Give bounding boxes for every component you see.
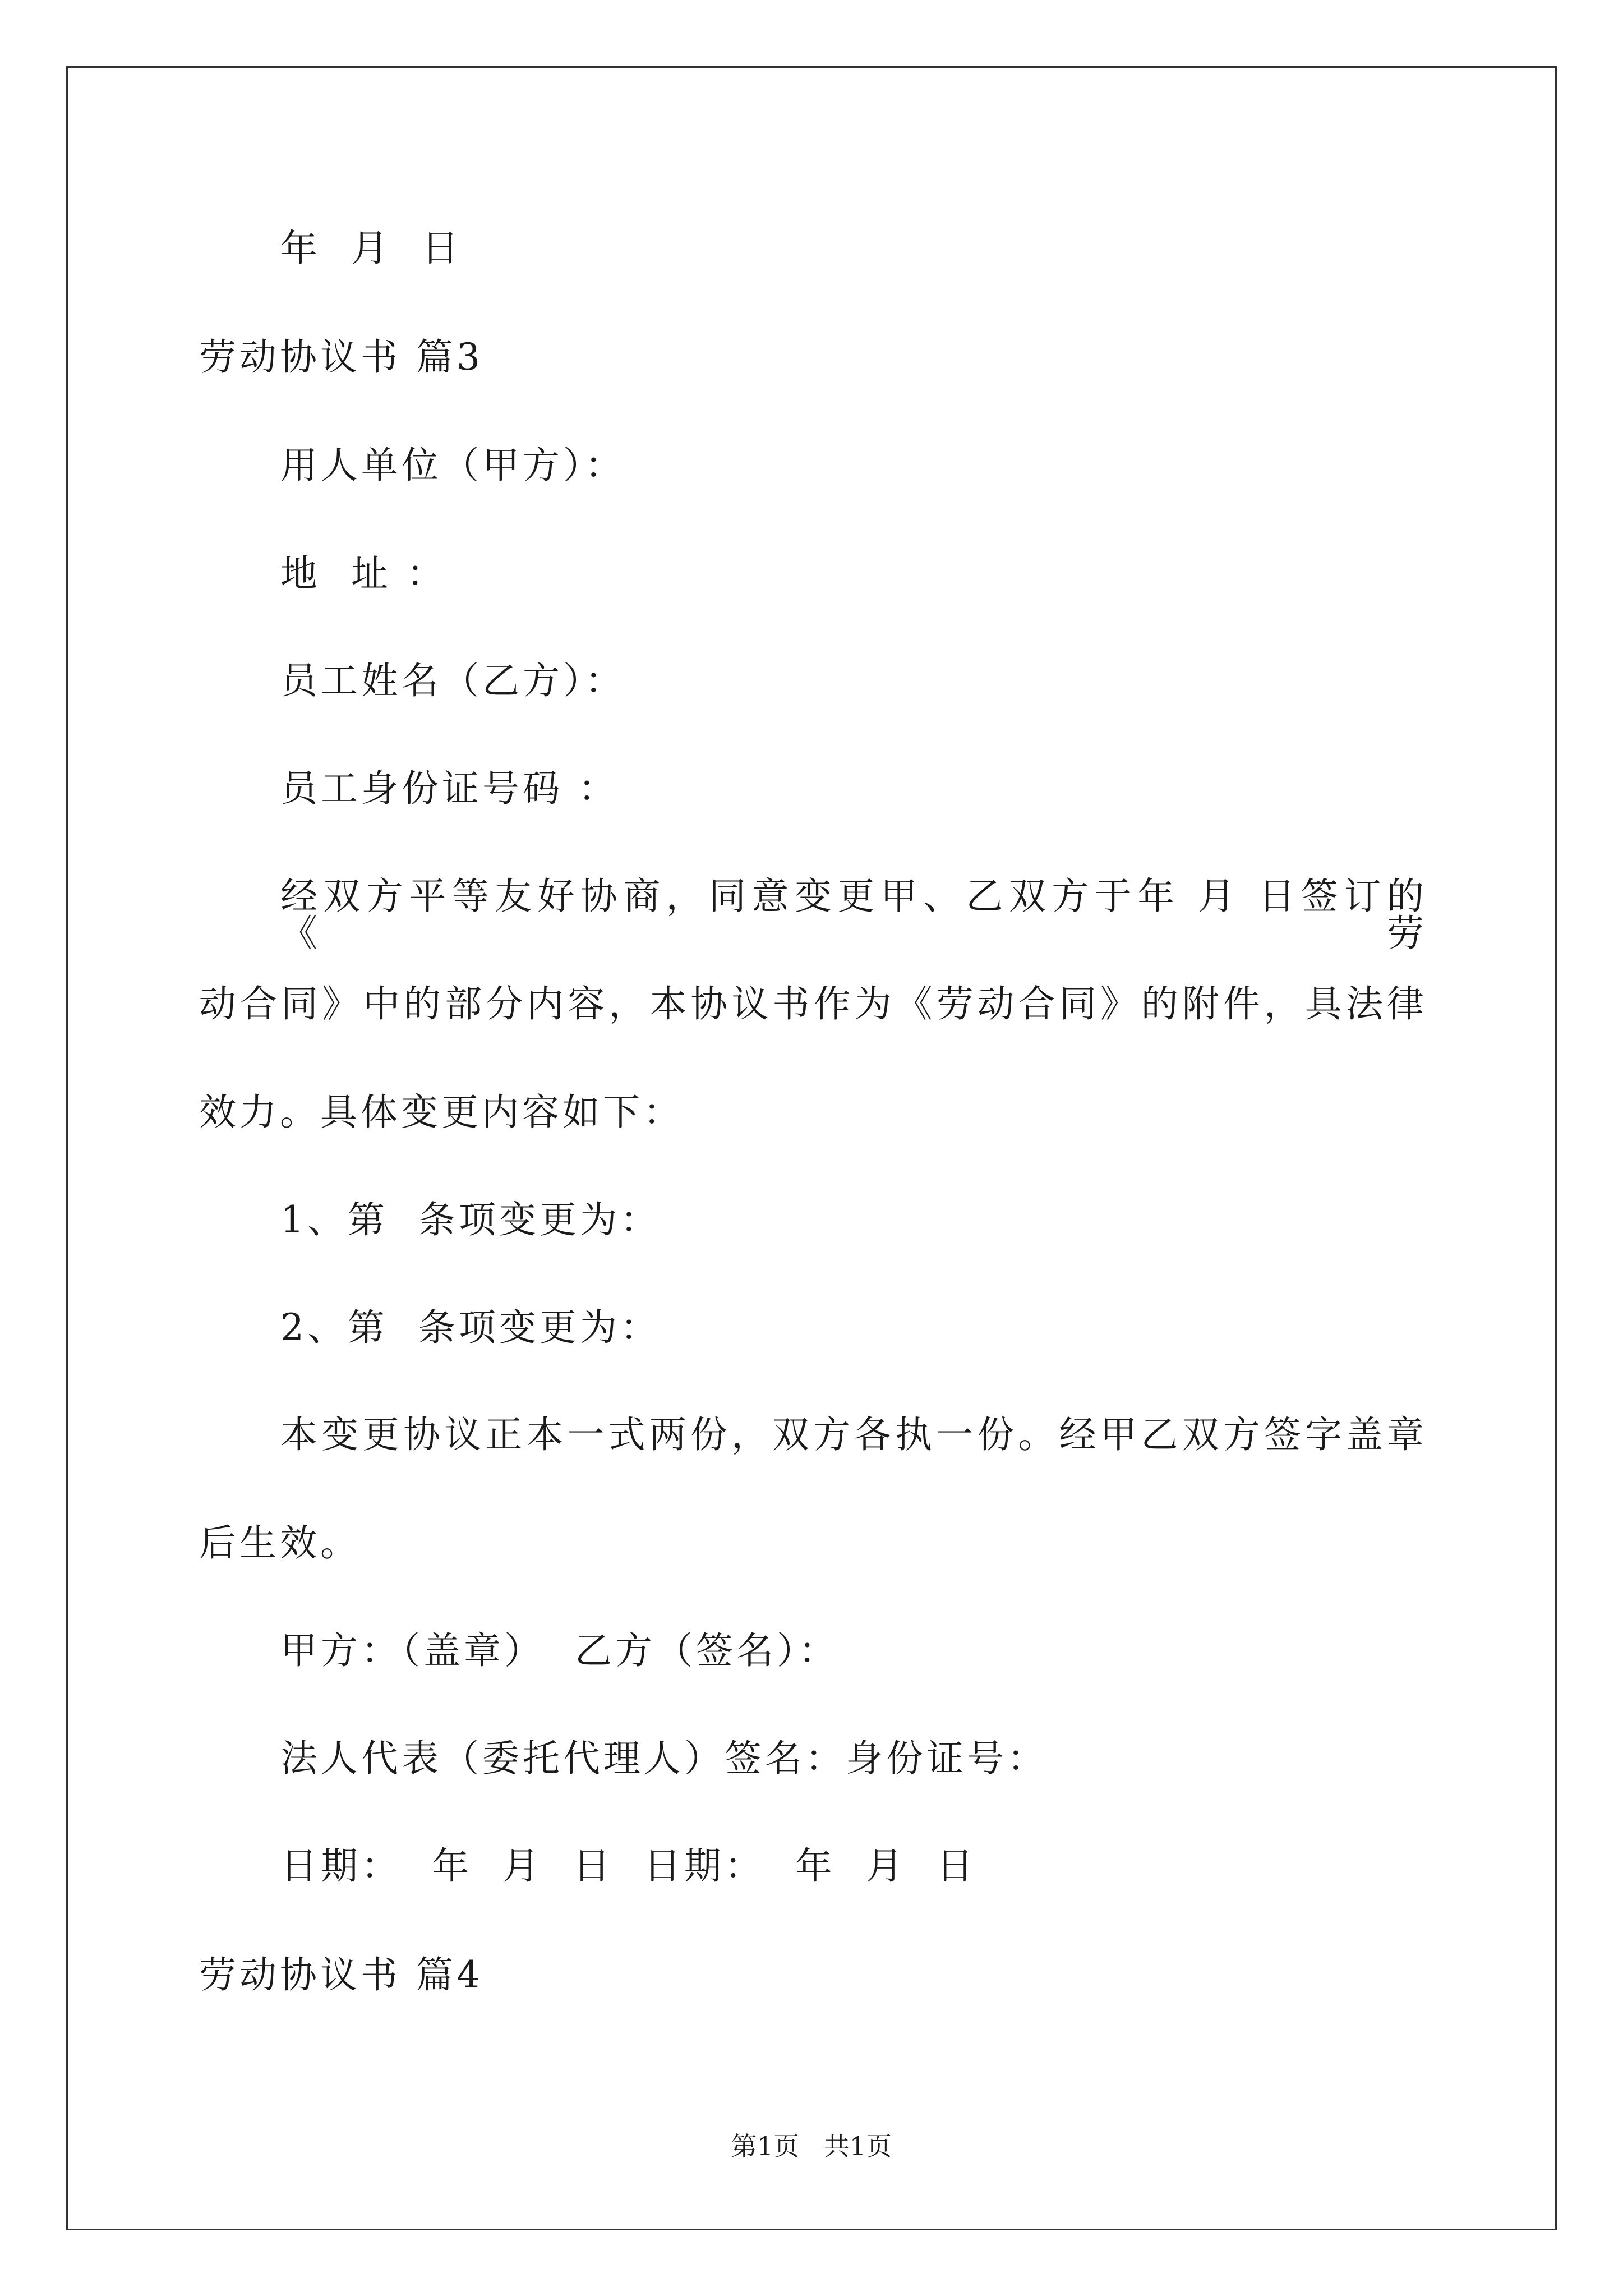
change-item-2: 2、第 条项变更为： xyxy=(280,1306,661,1349)
paragraph-line: 后生效。 xyxy=(199,1521,361,1565)
section-heading-4: 劳动协议书 篇4 xyxy=(199,1953,483,1996)
legal-representative-line: 法人代表（委托代理人）签名：身份证号： xyxy=(280,1737,1048,1780)
paragraph-line: 动合同》中的部分内容，本协议书作为《劳动合同》的附件，具法律 xyxy=(199,982,1427,1025)
paragraph-line: 经双方平等友好协商，同意变更甲、乙双方于年 月 日签订的《劳 xyxy=(280,875,1427,955)
signature-parties-line: 甲方：（盖章） 乙方（签名）： xyxy=(280,1629,839,1672)
change-item-1: 1、第 条项变更为： xyxy=(280,1198,661,1241)
page-footer: 第1页 共1页 xyxy=(731,2131,892,2161)
section-heading-3: 劳动协议书 篇3 xyxy=(199,335,483,379)
paragraph-line: 效力。具体变更内容如下： xyxy=(199,1091,684,1134)
address-field: 地 址 ： xyxy=(280,552,447,595)
paragraph-line: 本变更协议正本一式两份，双方各执一份。经甲乙双方签字盖章 xyxy=(280,1413,1427,1456)
employee-id-field: 员工身份证号码 ： xyxy=(280,767,619,810)
employer-field: 用人单位（甲方）： xyxy=(280,444,625,487)
page-border xyxy=(66,66,1557,2230)
employee-name-field: 员工姓名（乙方）： xyxy=(280,659,625,702)
signature-date-line: 日期： 年 月 日 日期： 年 月 日 xyxy=(280,1844,977,1888)
date-placeholder-line: 年 月 日 xyxy=(280,227,462,270)
